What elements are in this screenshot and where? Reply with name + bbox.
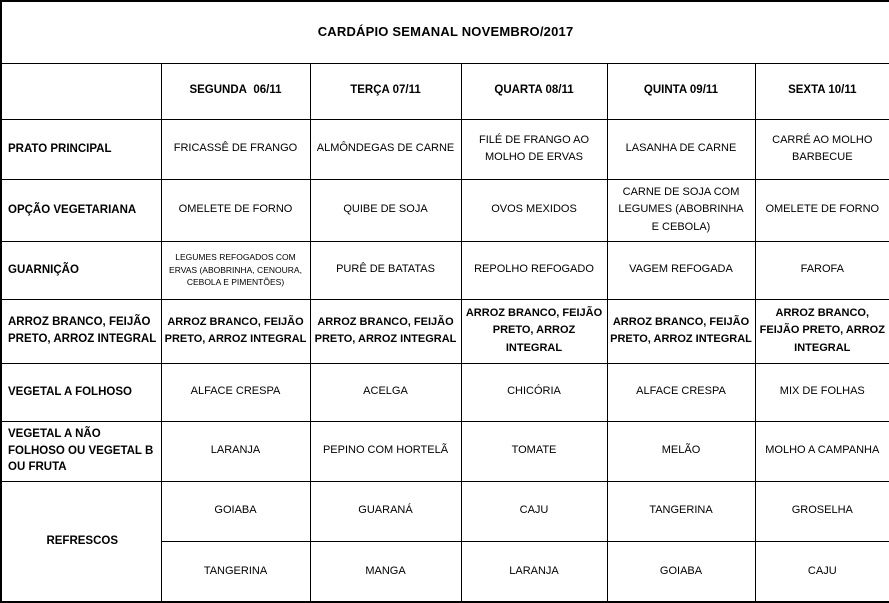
cell-vegetal-folhoso-sexta: MIX DE FOLHAS xyxy=(755,363,889,421)
cell-prato-principal-quarta: FILÉ DE FRANGO AO MOLHO DE ERVAS xyxy=(461,119,607,179)
cell-refrescos1-quarta: CAJU xyxy=(461,481,607,541)
col-header-quinta: QUINTA 09/11 xyxy=(607,63,755,119)
cell-vegetal-folhoso-segunda: ALFACE CRESPA xyxy=(161,363,310,421)
cell-refrescos2-terca: MANGA xyxy=(310,541,461,602)
cell-vegetal-nao-folhoso-terca: PEPINO COM HORTELÃ xyxy=(310,421,461,481)
cell-guarnicao-sexta: FAROFA xyxy=(755,241,889,299)
row-header-guarnicao: GUARNIÇÃO xyxy=(1,241,161,299)
cell-arroz-quinta: ARROZ BRANCO, FEIJÃO PRETO, ARROZ INTEGRAL xyxy=(607,299,755,363)
title-row xyxy=(1,1,889,63)
cell-arroz-segunda: ARROZ BRANCO, FEIJÃO PRETO, ARROZ INTEGRAL xyxy=(161,299,310,363)
cell-refrescos2-quarta: LARANJA xyxy=(461,541,607,602)
row-header-opcao-vegetariana: OPÇÃO VEGETARIANA xyxy=(1,179,161,241)
cell-arroz-terca: ARROZ BRANCO, FEIJÃO PRETO, ARROZ INTEGRAL xyxy=(310,299,461,363)
cell-vegetal-nao-folhoso-quinta: MELÃO xyxy=(607,421,755,481)
cell-opcao-vegetariana-quarta: OVOS MEXIDOS xyxy=(461,179,607,241)
cell-vegetal-nao-folhoso-sexta: MOLHO A CAMPANHA xyxy=(755,421,889,481)
cell-opcao-vegetariana-terca: QUIBE DE SOJA xyxy=(310,179,461,241)
day-header-row xyxy=(1,63,889,119)
cell-refrescos1-sexta: GROSELHA xyxy=(755,481,889,541)
row-vegetal-folhoso xyxy=(1,363,889,421)
row-opcao-vegetariana xyxy=(1,179,889,241)
cell-guarnicao-segunda: LEGUMES REFOGADOS COM ERVAS (ABOBRINHA, CENOURA, CEBOLA E PIMENTÕES) xyxy=(161,241,310,299)
row-vegetal-nao-folhoso xyxy=(1,421,889,481)
row-arroz xyxy=(1,299,889,363)
col-header-sexta: SEXTA 10/11 xyxy=(755,63,889,119)
cell-opcao-vegetariana-segunda: OMELETE DE FORNO xyxy=(161,179,310,241)
cell-vegetal-folhoso-quinta: ALFACE CRESPA xyxy=(607,363,755,421)
cell-prato-principal-quinta: LASANHA DE CARNE xyxy=(607,119,755,179)
col-header-segunda: SEGUNDA 06/11 xyxy=(161,63,310,119)
corner-cell xyxy=(1,63,161,119)
cell-prato-principal-sexta: CARRÉ AO MOLHO BARBECUE xyxy=(755,119,889,179)
cell-prato-principal-segunda: FRICASSÊ DE FRANGO xyxy=(161,119,310,179)
row-header-vegetal-folhoso: VEGETAL A FOLHOSO xyxy=(1,363,161,421)
cell-guarnicao-quarta: REPOLHO REFOGADO xyxy=(461,241,607,299)
cell-refrescos1-segunda: GOIABA xyxy=(161,481,310,541)
cell-vegetal-folhoso-quarta: CHICÓRIA xyxy=(461,363,607,421)
cell-vegetal-nao-folhoso-quarta: TOMATE xyxy=(461,421,607,481)
cell-guarnicao-terca: PURÊ DE BATATAS xyxy=(310,241,461,299)
cell-refrescos2-sexta: CAJU xyxy=(755,541,889,602)
row-header-vegetal-nao-folhoso: VEGETAL A NÃO FOLHOSO OU VEGETAL B OU FRUTA xyxy=(1,421,161,481)
cell-vegetal-nao-folhoso-segunda: LARANJA xyxy=(161,421,310,481)
cell-arroz-sexta: ARROZ BRANCO, FEIJÃO PRETO, ARROZ INTEGRAL xyxy=(755,299,889,363)
cell-vegetal-folhoso-terca: ACELGA xyxy=(310,363,461,421)
col-header-terca: TERÇA 07/11 xyxy=(310,63,461,119)
col-header-quarta: QUARTA 08/11 xyxy=(461,63,607,119)
cell-refrescos1-terca: GUARANÁ xyxy=(310,481,461,541)
cell-opcao-vegetariana-sexta: OMELETE DE FORNO xyxy=(755,179,889,241)
row-header-refrescos: REFRESCOS xyxy=(1,481,161,602)
cell-arroz-quarta: ARROZ BRANCO, FEIJÃO PRETO, ARROZ INTEGRAL xyxy=(461,299,607,363)
cell-refrescos2-quinta: GOIABA xyxy=(607,541,755,602)
cell-guarnicao-quinta: VAGEM REFOGADA xyxy=(607,241,755,299)
row-header-prato-principal: PRATO PRINCIPAL xyxy=(1,119,161,179)
row-prato-principal xyxy=(1,119,889,179)
page-title: CARDÁPIO SEMANAL NOVEMBRO/2017 xyxy=(1,1,889,63)
cell-prato-principal-terca: ALMÔNDEGAS DE CARNE xyxy=(310,119,461,179)
row-guarnicao xyxy=(1,241,889,299)
cell-refrescos2-segunda: TANGERINA xyxy=(161,541,310,602)
row-header-arroz: ARROZ BRANCO, FEIJÃO PRETO, ARROZ INTEGRAL xyxy=(1,299,161,363)
cell-opcao-vegetariana-quinta: CARNE DE SOJA COM LEGUMES (ABOBRINHA E CEBOLA) xyxy=(607,179,755,241)
cell-refrescos1-quinta: TANGERINA xyxy=(607,481,755,541)
row-refrescos-1 xyxy=(1,481,889,541)
